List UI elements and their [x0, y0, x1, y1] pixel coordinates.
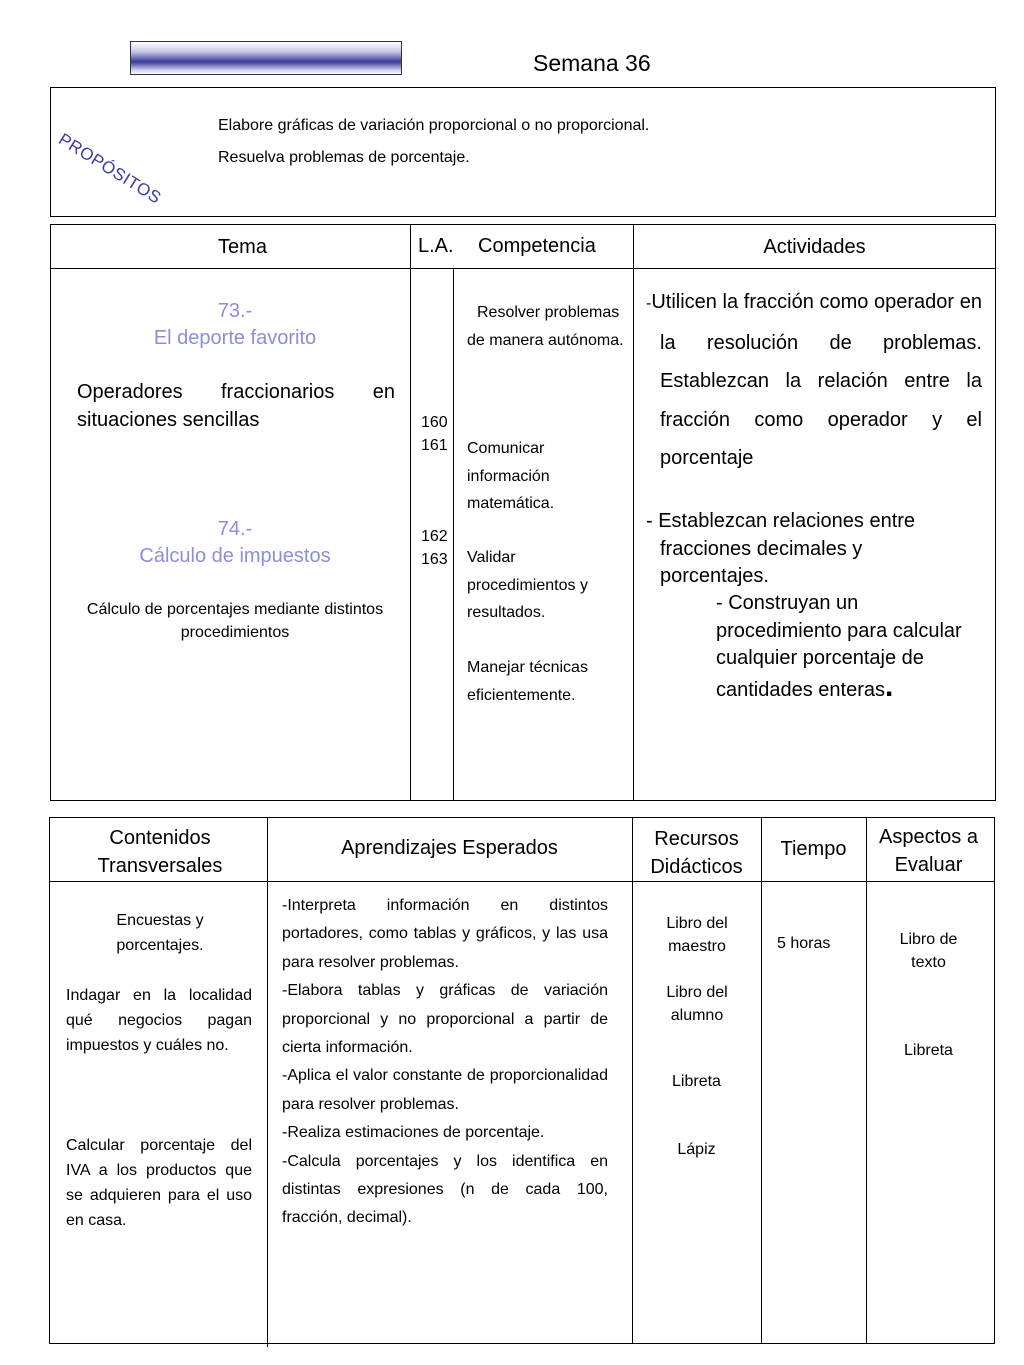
header-actividades: Actividades — [763, 236, 866, 258]
activity-2-prefix: - — [646, 510, 659, 532]
header-tiempo: Tiempo — [780, 838, 847, 860]
aprendizajes-list — [282, 892, 608, 1233]
activity-2-text: Establezcan relaciones entre fracciones decimales y porcentajes. — [658, 510, 916, 587]
activity-2 — [646, 508, 966, 591]
header-la: L.A. — [418, 235, 454, 257]
purpose-line-1: Elabore gráficas de variación proporcional o no proporcional. — [218, 117, 650, 134]
topic-1-description: Operadores fraccionarios en situaciones sencillas — [77, 381, 395, 431]
activity-1 — [646, 283, 982, 478]
activity-3-prefix: - — [716, 592, 729, 614]
competencia-4: Manejar técnicas eficientemente. — [467, 659, 588, 704]
header-banner — [130, 41, 402, 75]
table1-col-divider-1 — [410, 224, 411, 801]
topic-2-description: Cálculo de porcentajes mediante distintos procedimientos — [86, 601, 384, 641]
activity-3-text: Construyan un procedimiento para calcular cualquier porcentaje de cantidades enteras — [716, 592, 962, 701]
recurso-1: Libro del maestro — [666, 915, 728, 955]
activity-3-suffix: . — [885, 669, 894, 703]
aprendizaje-3: -Aplica el valor constante de proporcionalidad para resolver problemas. — [282, 1067, 608, 1113]
tiempo-value: 5 horas — [777, 935, 831, 952]
aprendizaje-4: -Realiza estimaciones de porcentaje. — [282, 1124, 545, 1142]
purpose-line-2: Resuelva problemas de porcentaje. — [218, 149, 470, 166]
recurso-2: Libro del alumno — [666, 984, 728, 1024]
topic-2-title: Cálculo de impuestos — [139, 545, 331, 567]
header-aprendizajes: Aprendizajes Esperados — [341, 837, 558, 859]
header-contenidos: Contenidos Transversales — [97, 827, 223, 877]
recurso-3: Libreta — [672, 1073, 721, 1090]
competencia-1: Resolver problemas de manera autónoma. — [467, 304, 624, 349]
activity-1-prefix: - — [646, 295, 652, 312]
header-recursos: Recursos Didácticos — [650, 828, 743, 878]
aprendizaje-1: -Interpreta información en distintos portadores, como tablas y gráficos, y las usa para resolver problemas. — [282, 897, 608, 971]
la-page-2: 161 — [421, 437, 448, 454]
table1-header-divider — [50, 268, 996, 269]
competencia-2: Comunicar información matemática. — [467, 440, 555, 512]
recurso-4: Lápiz — [677, 1141, 716, 1158]
table2-col-divider-4 — [866, 817, 867, 1344]
purposes-label: PROPÓSITOS — [55, 129, 165, 208]
la-page-1: 160 — [421, 414, 448, 431]
week-title: Semana 36 — [533, 50, 651, 76]
table2-col-divider-3 — [761, 817, 762, 1344]
table1-col-divider-3 — [633, 224, 634, 801]
contenido-2: Indagar en la localidad qué negocios pagan impuestos y cuáles no. — [66, 987, 252, 1054]
aprendizaje-2: -Elabora tablas y gráficas de variación proporcional y no proporcional a partir de cierta información. — [282, 982, 608, 1057]
table2-col-divider-1 — [267, 817, 268, 1347]
topic-1-number: 73.- — [217, 300, 253, 322]
contenido-1: Encuestas y porcentajes. — [116, 912, 204, 954]
aspecto-1: Libro de texto — [899, 931, 958, 971]
la-page-4: 163 — [421, 551, 448, 568]
topic-1 — [60, 298, 410, 352]
topic-2-number: 74.- — [217, 518, 253, 540]
aprendizaje-5: -Calcula porcentajes y los identifica en distintas expresiones (n de cada 100, fracción, decimal). — [282, 1152, 608, 1227]
table1-col-divider-2 — [453, 268, 454, 801]
topic-1-title: El deporte favorito — [153, 327, 317, 349]
aspecto-2: Libreta — [904, 1042, 953, 1059]
topic-2 — [60, 516, 410, 570]
table2-header-divider — [49, 881, 995, 882]
purposes-box — [50, 87, 996, 217]
contenido-3: Calcular porcentaje del IVA a los productos que se adquieren para el uso en casa. — [66, 1137, 252, 1229]
la-page-3: 162 — [421, 528, 448, 545]
header-competencia: Competencia — [478, 235, 596, 257]
header-aspectos: Aspectos a Evaluar — [879, 826, 978, 876]
activity-1-text: Utilicen la fracción como operador en la resolución de problemas. Establezcan la relación entre la fracción como operador y el porcentaje — [651, 291, 982, 469]
activity-3 — [716, 590, 986, 704]
competencia-3: Validar procedimientos y resultados. — [467, 549, 588, 621]
header-tema: Tema — [218, 236, 267, 258]
